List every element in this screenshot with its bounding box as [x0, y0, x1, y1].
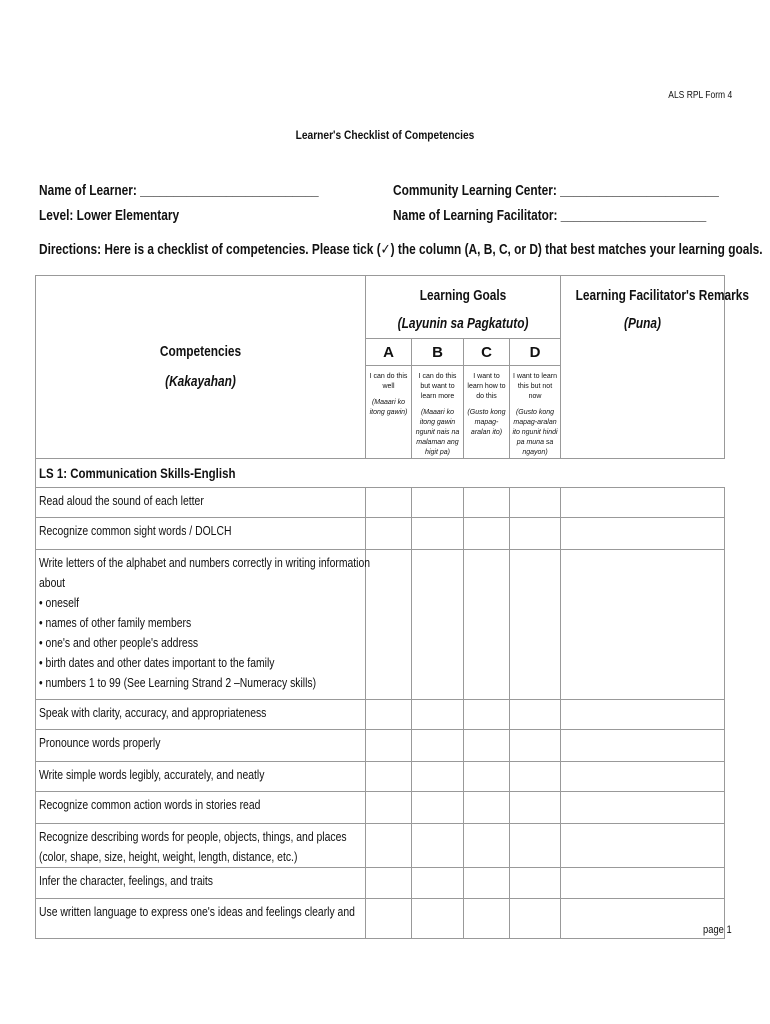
competency-text: • birth dates and other dates important to the family	[39, 655, 275, 670]
remarks-cell[interactable]	[561, 550, 725, 700]
tick-cell-c[interactable]	[464, 700, 510, 730]
competency-text: Write letters of the alphabet and numbers correctly in writing information	[39, 555, 371, 570]
remarks-cell[interactable]	[561, 792, 725, 824]
column-c-header: C	[464, 339, 510, 366]
remarks-cell[interactable]	[561, 518, 725, 550]
competency-text: • one's and other people's address	[39, 635, 199, 650]
tick-cell-c[interactable]	[464, 824, 510, 868]
competencies-header: Competencies (Kakayahan)	[36, 276, 366, 459]
remarks-cell[interactable]	[561, 762, 725, 792]
competency-text: Recognize describing words for people, objects, things, and places	[39, 829, 347, 844]
tick-cell-c[interactable]	[464, 868, 510, 899]
tick-cell-b[interactable]	[412, 868, 464, 899]
table-row	[36, 730, 725, 762]
competency-cell	[36, 518, 366, 550]
competency-text: (color, shape, size, height, weight, length, distance, etc.)	[39, 849, 298, 864]
remarks-cell[interactable]	[561, 899, 725, 939]
tick-cell-b[interactable]	[412, 792, 464, 824]
table-row	[36, 762, 725, 792]
tick-cell-b[interactable]	[412, 730, 464, 762]
tick-cell-a[interactable]	[366, 488, 412, 518]
page-number: page 1	[703, 924, 732, 936]
tick-cell-d[interactable]	[510, 868, 561, 899]
tick-cell-a[interactable]	[366, 730, 412, 762]
competency-cell	[36, 792, 366, 824]
column-c-description: I want to learn how to do this (Gusto kong mapag-aralan ito)	[464, 366, 510, 459]
name-of-learner-field[interactable]: Name of Learner: ___________________________	[39, 183, 319, 199]
tick-cell-d[interactable]	[510, 824, 561, 868]
remarks-cell[interactable]	[561, 730, 725, 762]
table-row	[36, 899, 725, 939]
tick-cell-c[interactable]	[464, 518, 510, 550]
tick-cell-a[interactable]	[366, 824, 412, 868]
competency-cell	[36, 700, 366, 730]
table-row	[36, 700, 725, 730]
competency-text: about	[39, 575, 66, 590]
form-code: ALS RPL Form 4	[668, 90, 732, 101]
tick-cell-b[interactable]	[412, 488, 464, 518]
competency-text: Infer the character, feelings, and traits	[39, 873, 214, 888]
competency-text: Write simple words legibly, accurately, and neatly	[39, 767, 265, 782]
tick-cell-c[interactable]	[464, 730, 510, 762]
tick-cell-c[interactable]	[464, 899, 510, 939]
column-a-description: I can do this well (Maaari ko itong gawin)	[366, 366, 412, 459]
column-b-header: B	[412, 339, 464, 366]
tick-cell-a[interactable]	[366, 518, 412, 550]
tick-cell-d[interactable]	[510, 730, 561, 762]
competency-cell	[36, 899, 366, 939]
table-row	[36, 550, 725, 700]
remarks-cell[interactable]	[561, 824, 725, 868]
tick-cell-b[interactable]	[412, 700, 464, 730]
competency-text: Read aloud the sound of each letter	[39, 493, 204, 508]
tick-cell-d[interactable]	[510, 762, 561, 792]
column-b-description: I can do this but want to learn more (Maaari ko itong gawin ngunit nais na malaman ang higit pa)	[412, 366, 464, 459]
remarks-cell[interactable]	[561, 868, 725, 899]
competency-text: Recognize common action words in stories read	[39, 797, 261, 812]
tick-cell-b[interactable]	[412, 550, 464, 700]
competency-text: Pronounce words properly	[39, 735, 161, 750]
competency-cell	[36, 762, 366, 792]
tick-cell-a[interactable]	[366, 868, 412, 899]
tick-cell-d[interactable]	[510, 792, 561, 824]
table-row	[36, 488, 725, 518]
competency-cell	[36, 488, 366, 518]
learning-goals-header: Learning Goals (Layunin sa Pagkatuto)	[366, 276, 561, 339]
tick-cell-d[interactable]	[510, 550, 561, 700]
table-row	[36, 518, 725, 550]
remarks-cell[interactable]	[561, 488, 725, 518]
tick-cell-a[interactable]	[366, 792, 412, 824]
column-d-header: D	[510, 339, 561, 366]
learning-facilitator-field[interactable]: Name of Learning Facilitator: ______________________	[393, 208, 707, 224]
tick-cell-c[interactable]	[464, 488, 510, 518]
competency-cell	[36, 868, 366, 899]
tick-cell-a[interactable]	[366, 550, 412, 700]
remarks-header: Learning Facilitator's Remarks (Puna)	[561, 276, 725, 459]
competency-cell	[36, 824, 366, 868]
tick-cell-b[interactable]	[412, 824, 464, 868]
column-a-header: A	[366, 339, 412, 366]
directions: Directions: Here is a checklist of competencies. Please tick (✓) the column (A, B, C, or D) that best matches your learning goals.	[39, 242, 763, 258]
competency-cell	[36, 730, 366, 762]
competency-text: Speak with clarity, accuracy, and appropriateness	[39, 705, 267, 720]
tick-cell-a[interactable]	[366, 700, 412, 730]
tick-cell-b[interactable]	[412, 518, 464, 550]
tick-cell-a[interactable]	[366, 762, 412, 792]
column-d-description: I want to learn this but not now (Gusto kong mapag-aralan ito ngunit hindi pa muna sa ngayon)	[510, 366, 561, 459]
table-row	[36, 824, 725, 868]
community-learning-center-field[interactable]: Community Learning Center: ________________________	[393, 183, 719, 199]
level-field: Level: Lower Elementary	[39, 208, 180, 224]
competency-text: • numbers 1 to 99 (See Learning Strand 2 –Numeracy skills)	[39, 675, 317, 690]
tick-cell-d[interactable]	[510, 518, 561, 550]
tick-cell-c[interactable]	[464, 762, 510, 792]
tick-cell-c[interactable]	[464, 792, 510, 824]
tick-cell-c[interactable]	[464, 550, 510, 700]
tick-cell-a[interactable]	[366, 899, 412, 939]
tick-cell-b[interactable]	[412, 762, 464, 792]
page-title: Learner's Checklist of Competencies	[295, 128, 475, 142]
table-row	[36, 868, 725, 899]
competency-text: • names of other family members	[39, 615, 192, 630]
competency-cell	[36, 550, 371, 700]
table-row	[36, 792, 725, 824]
tick-cell-d[interactable]	[510, 899, 561, 939]
competency-checklist-table	[35, 275, 750, 939]
tick-cell-b[interactable]	[412, 899, 464, 939]
competency-text: • oneself	[39, 595, 80, 610]
strand-heading: LS 1: Communication Skills-English	[36, 459, 725, 488]
tick-cell-d[interactable]	[510, 488, 561, 518]
tick-cell-d[interactable]	[510, 700, 561, 730]
competency-text: Recognize common sight words / DOLCH	[39, 523, 232, 538]
remarks-cell[interactable]	[561, 700, 725, 730]
competency-text: Use written language to express one's ideas and feelings clearly and	[39, 904, 355, 919]
